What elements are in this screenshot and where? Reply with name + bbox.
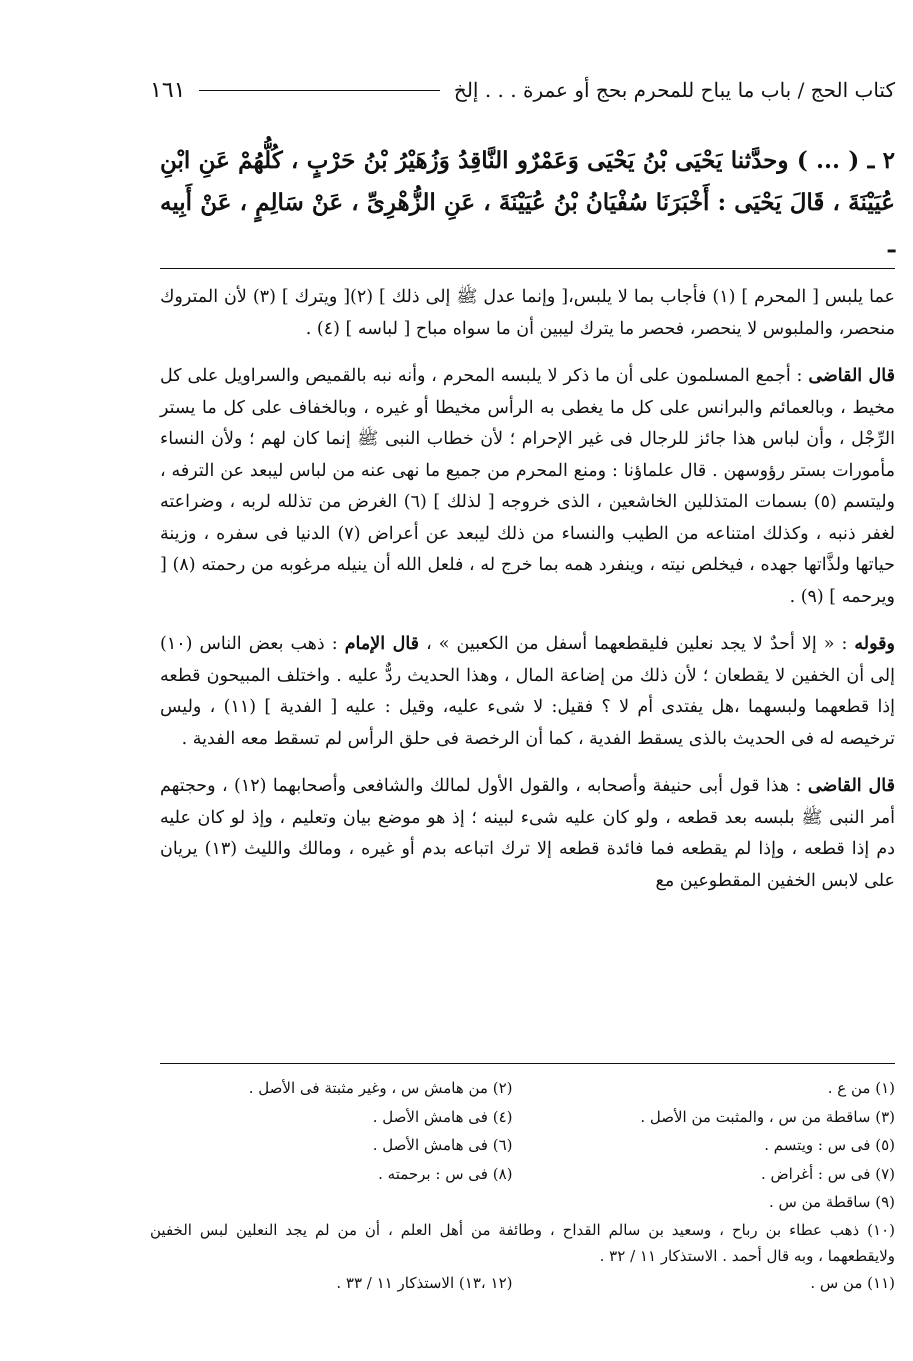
footnote: (٧) فى س : أغراض . — [760, 1164, 895, 1183]
footnote: (٤) فى هامش الأصل . — [372, 1107, 513, 1126]
speaker-label: وقوله — [854, 634, 895, 654]
footnote: (١١) من س . — [810, 1273, 895, 1292]
page-number: ١٦١ — [150, 77, 186, 103]
footnote-grid — [150, 1269, 895, 1298]
commentary-separator — [160, 268, 895, 269]
speaker-label: قال القاضى — [808, 366, 895, 386]
paragraph-text: : هذا قول أبى حنيفة وأصحابه ، والقول الأول لمالك والشافعى وأصحابهما (١٢) ، وحجتهم أمر النبى ﷺ بلبسه بعد قطعه ، ولو كان عليه شىء لبينه ؛ إذ هو موضع بيان وتعليم ، وإذ لو كان عليه دم إذا قطعه ، وإذا لم يقطعه فما فائدة قطعه إلا ترك اتباعه بدم أو غيره ، ومالك والليث (١٣) يريان على لابس الخفين المقطوعين مع — [160, 776, 895, 891]
paragraph-text: : « إلا أحدٌ لا يجد نعلين فليقطعهما أسفل من الكعبين » ، — [426, 634, 848, 654]
footnote-grid — [150, 1074, 895, 1217]
footnote: (٨) فى س : برحمته . — [378, 1164, 513, 1183]
footnote: (١) من ع . — [827, 1079, 895, 1097]
commentary-paragraph-1: عما يلبس [ المحرم ] (١) فأجاب بما لا يلبس،[ وإنما عدل ﷺ إلى ذلك ] (٢)[ ويترك ] (٣) لأن المتروك منحصر، والملبوس لا ينحصر، فحصر ما يترك ليبين أن ما سواه مباح [ لباسه ] (٤) . — [160, 287, 895, 339]
footnotes — [150, 1074, 895, 1297]
speaker-label: قال الإمام — [344, 634, 420, 654]
commentary-paragraph-2 — [160, 361, 895, 613]
footnote: (٥) فى س : ويتسم . — [764, 1136, 895, 1154]
footnote: (٣) ساقطة من س ، والمثبت من الأصل . — [640, 1107, 895, 1126]
footnote: (٩) ساقطة من س . — [768, 1193, 895, 1211]
hadith-text: ٢ ـ ( ... ) وحدَّثنا يَحْيَى بْنُ يَحْيَى وَعَمْرٌو النَّاقِدُ وَزُهَيْرُ بْنُ حَرْبٍ ، كُلُّهُمْ عَنِ ابْنِ عُيَيْنَةَ ، قَالَ يَحْيَى : أَخْبَرَنَا سُفْيَانُ بْنُ عُيَيْنَةَ ، عَنِ الزُّهْرِىِّ ، عَنْ سَالِمٍ ، عَنْ أَبِيه ـ — [160, 147, 895, 258]
header-title: كتاب الحج / باب ما يباح للمحرم بحج أو عمرة . . . إلخ — [453, 78, 895, 102]
commentary-body — [160, 282, 895, 897]
commentary-paragraph-3 — [160, 629, 895, 755]
paragraph-text: : أجمع المسلمون على أن ما ذكر لا يلبسه المحرم ، وأنه نبه بالقميص والسراويل على كل مخيط ، وبالعمائم والبرانس على كل ما يغطى به الرأس مخيطا أو غيره ، وبالخفاف على كل ما يستر الرِّجْل ، وأن لباس هذا جائز للرجال فى غير الإحرام ؛ لأن خطاب النبى ﷺ إنما كان لهم ؛ ولأن النساء مأمورات بستر رؤوسهن . قال علماؤنا : ومنع المحرم من جميع ما نهى عنه من لباس ليبعد عن الترفه ، وليتسم (٥) بسمات المتذللين الخاشعين ، الذى خروجه [ لذلك ] (٦) الغرض من تذلله لربه ، وضراعته لغفر ذنبه ، وكذلك امتناعه من الطيب والنساء من ذلك ليبعد عن أعراض (٧) الدنيا فى سفره ، وزينة حياتها ولذَّاتها جهده ، فيخلص نيته ، وينفرد همه بما خرج له ، فلعل الله أن ينيله مرغوبه من رحمته (٨) [ ويرحمه ] (٩) . — [160, 366, 896, 607]
speaker-label: قال القاضى — [807, 776, 895, 796]
paragraph-text: : ذهب بعض الناس (١٠) إلى أن الخفين لا يقطعان ؛ لأن ذلك من إضاعة المال ، وهذا الحديث ردٌّ عليه . واختلف المبيحون قطعه إذا قطعهما ولبسهما ،هل يفتدى أم لا ؟ فقيل: لا شىء عليه، وقيل : عليه [ الفدية ] (١١) ، وليس ترخيصه له فى الحديث بالذى يسقط الفدية ، كما أن الرخصة فى حلق الرأس لم تسقط معه الفدية . — [160, 634, 896, 749]
footnote: (١٢ ،١٣) الاستذكار ١١ / ٣٣ . — [336, 1273, 513, 1292]
commentary-paragraph-4 — [160, 771, 895, 897]
footnote: (٢) من هامش س ، وغير مثبتة فى الأصل . — [248, 1079, 513, 1097]
footnote: (٦) فى هامش الأصل . — [372, 1136, 513, 1154]
footnote: (١٠) ذهب عطاء بن رباح ، وسعيد بن سالم القداح ، وطائفة من أهل العلم ، أن من لم يجد النعلين لبس الخفين ولايقطعهما ، وبه قال أحمد . الاستذكار ١١ / ٣٢ . — [150, 1220, 895, 1265]
header-rule — [199, 90, 439, 91]
footnote-separator — [160, 1063, 895, 1064]
running-header — [150, 72, 895, 108]
